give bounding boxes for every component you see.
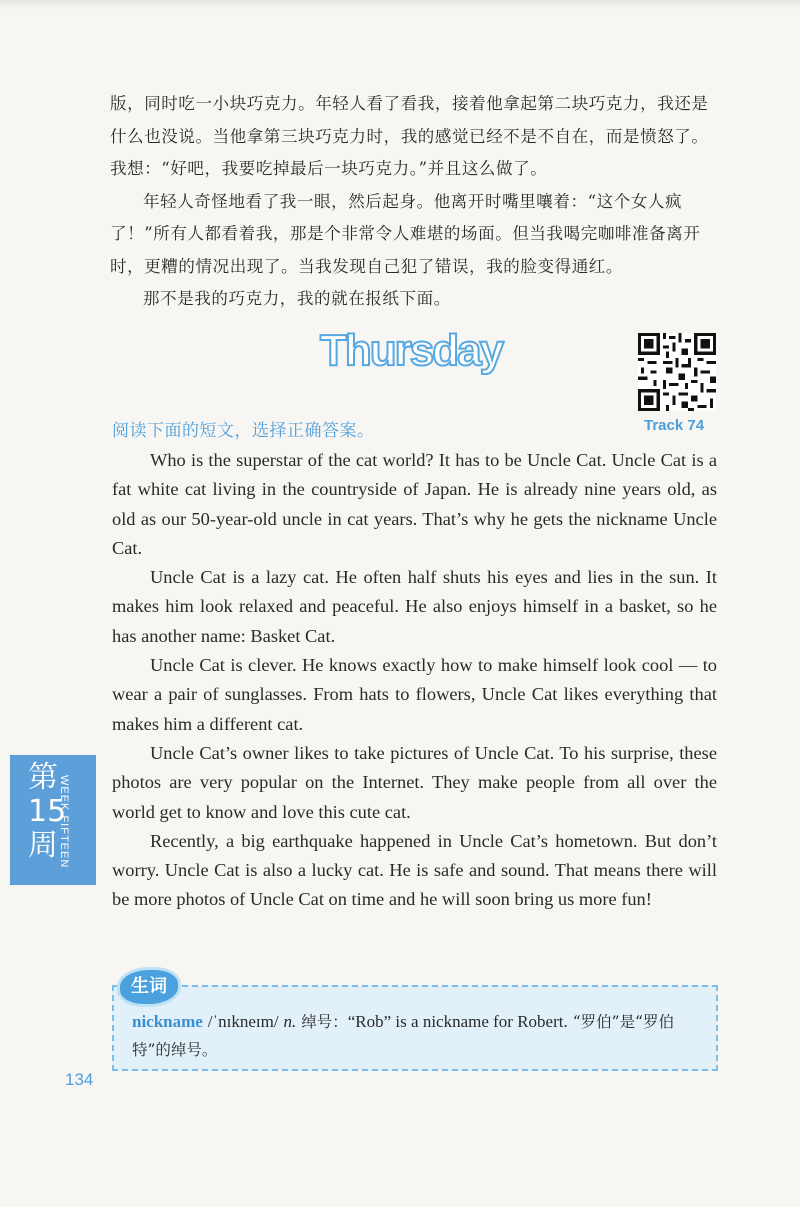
page-number: 134 bbox=[65, 1070, 94, 1089]
vocab-badge: 生词 bbox=[120, 970, 178, 1004]
passage-paragraph-4: Uncle Cat’s owner likes to take pictures of Uncle Cat. To his surprise, these photos are very popular on the Internet. They make people from all over the world get to know and love this cute cat. bbox=[112, 742, 717, 822]
vocab-pos: n. bbox=[283, 1012, 297, 1031]
passage-paragraph-2: Uncle Cat is a lazy cat. He often half shuts his eyes and lies in the sun. It makes him look relaxed and peaceful. He also enjoys himself in a basket, so he has another name: Basket Cat. bbox=[112, 567, 717, 646]
week-number-cn: 第15周 bbox=[28, 760, 67, 863]
vocab-example-cn: “罗伯”是“罗伯特”的绰号。 bbox=[132, 1013, 674, 1059]
passage-paragraph-3: Uncle Cat is clever. He knows exactly how to make himself look cool — to wear a pair of sunglasses. From hats to flowers, Uncle Cat likes everything that makes him a different cat. bbox=[112, 655, 717, 734]
story-paragraph-1: 版，同时吃一小块巧克力。年轻人看了看我，接着他拿起第二块巧克力，我还是什么也没说。当他拿第三块巧克力时，我的感觉已经不是不自在，而是愤怒了。我想：“好吧，我要吃掉最后一块巧克力。”并且这么做了。 bbox=[110, 94, 709, 178]
vocab-entry bbox=[132, 1008, 712, 1064]
passage-paragraph-1: Who is the superstar of the cat world? It has to be Uncle Cat. Uncle Cat is a fat white cat living in the countryside of Japan. He is already nine years old, as old as our 50-year-old uncle in cat years. That’s why he gets the nickname Uncle Cat. bbox=[112, 450, 717, 558]
vocab-example-en: “Rob” is a nickname for Robert. bbox=[347, 1012, 568, 1031]
vocab-word: nickname bbox=[132, 1012, 203, 1031]
passage-paragraph-5: Recently, a big earthquake happened in Uncle Cat’s hometown. But don’t worry. Uncle Cat is also a lucky cat. He is safe and sound. That means there will be more photos of Uncle Cat on time and he will soon bring us more fun! bbox=[112, 830, 717, 910]
track-label: Track 74 bbox=[644, 417, 705, 434]
page-top-edge bbox=[0, 0, 800, 10]
week-number-en: WEEK FIFTEEN bbox=[58, 775, 70, 869]
week-side-tab bbox=[10, 755, 96, 885]
story-paragraph-3: 那不是我的巧克力，我的就在报纸下面。 bbox=[143, 289, 451, 308]
chinese-story-text bbox=[110, 88, 720, 316]
reading-passage bbox=[112, 446, 717, 915]
story-paragraph-2: 年轻人奇怪地看了我一眼，然后起身。他离开时嘴里嚷着：“这个女人疯了！”所有人都看着我，那是个非常令人难堪的场面。但当我喝完咖啡准备离开时，更糟的情况出现了。当我发现自己犯了错误，我的脸变得通红。 bbox=[110, 191, 701, 276]
vocab-meaning: 绰号： bbox=[301, 1013, 348, 1031]
section-heading: Thursday bbox=[320, 326, 503, 375]
reading-instruction: 阅读下面的短文，选择正确答案。 bbox=[112, 421, 375, 441]
qr-code-icon[interactable] bbox=[638, 333, 716, 411]
vocab-phonetic: /ˈnɪkneɪm/ bbox=[207, 1012, 279, 1031]
